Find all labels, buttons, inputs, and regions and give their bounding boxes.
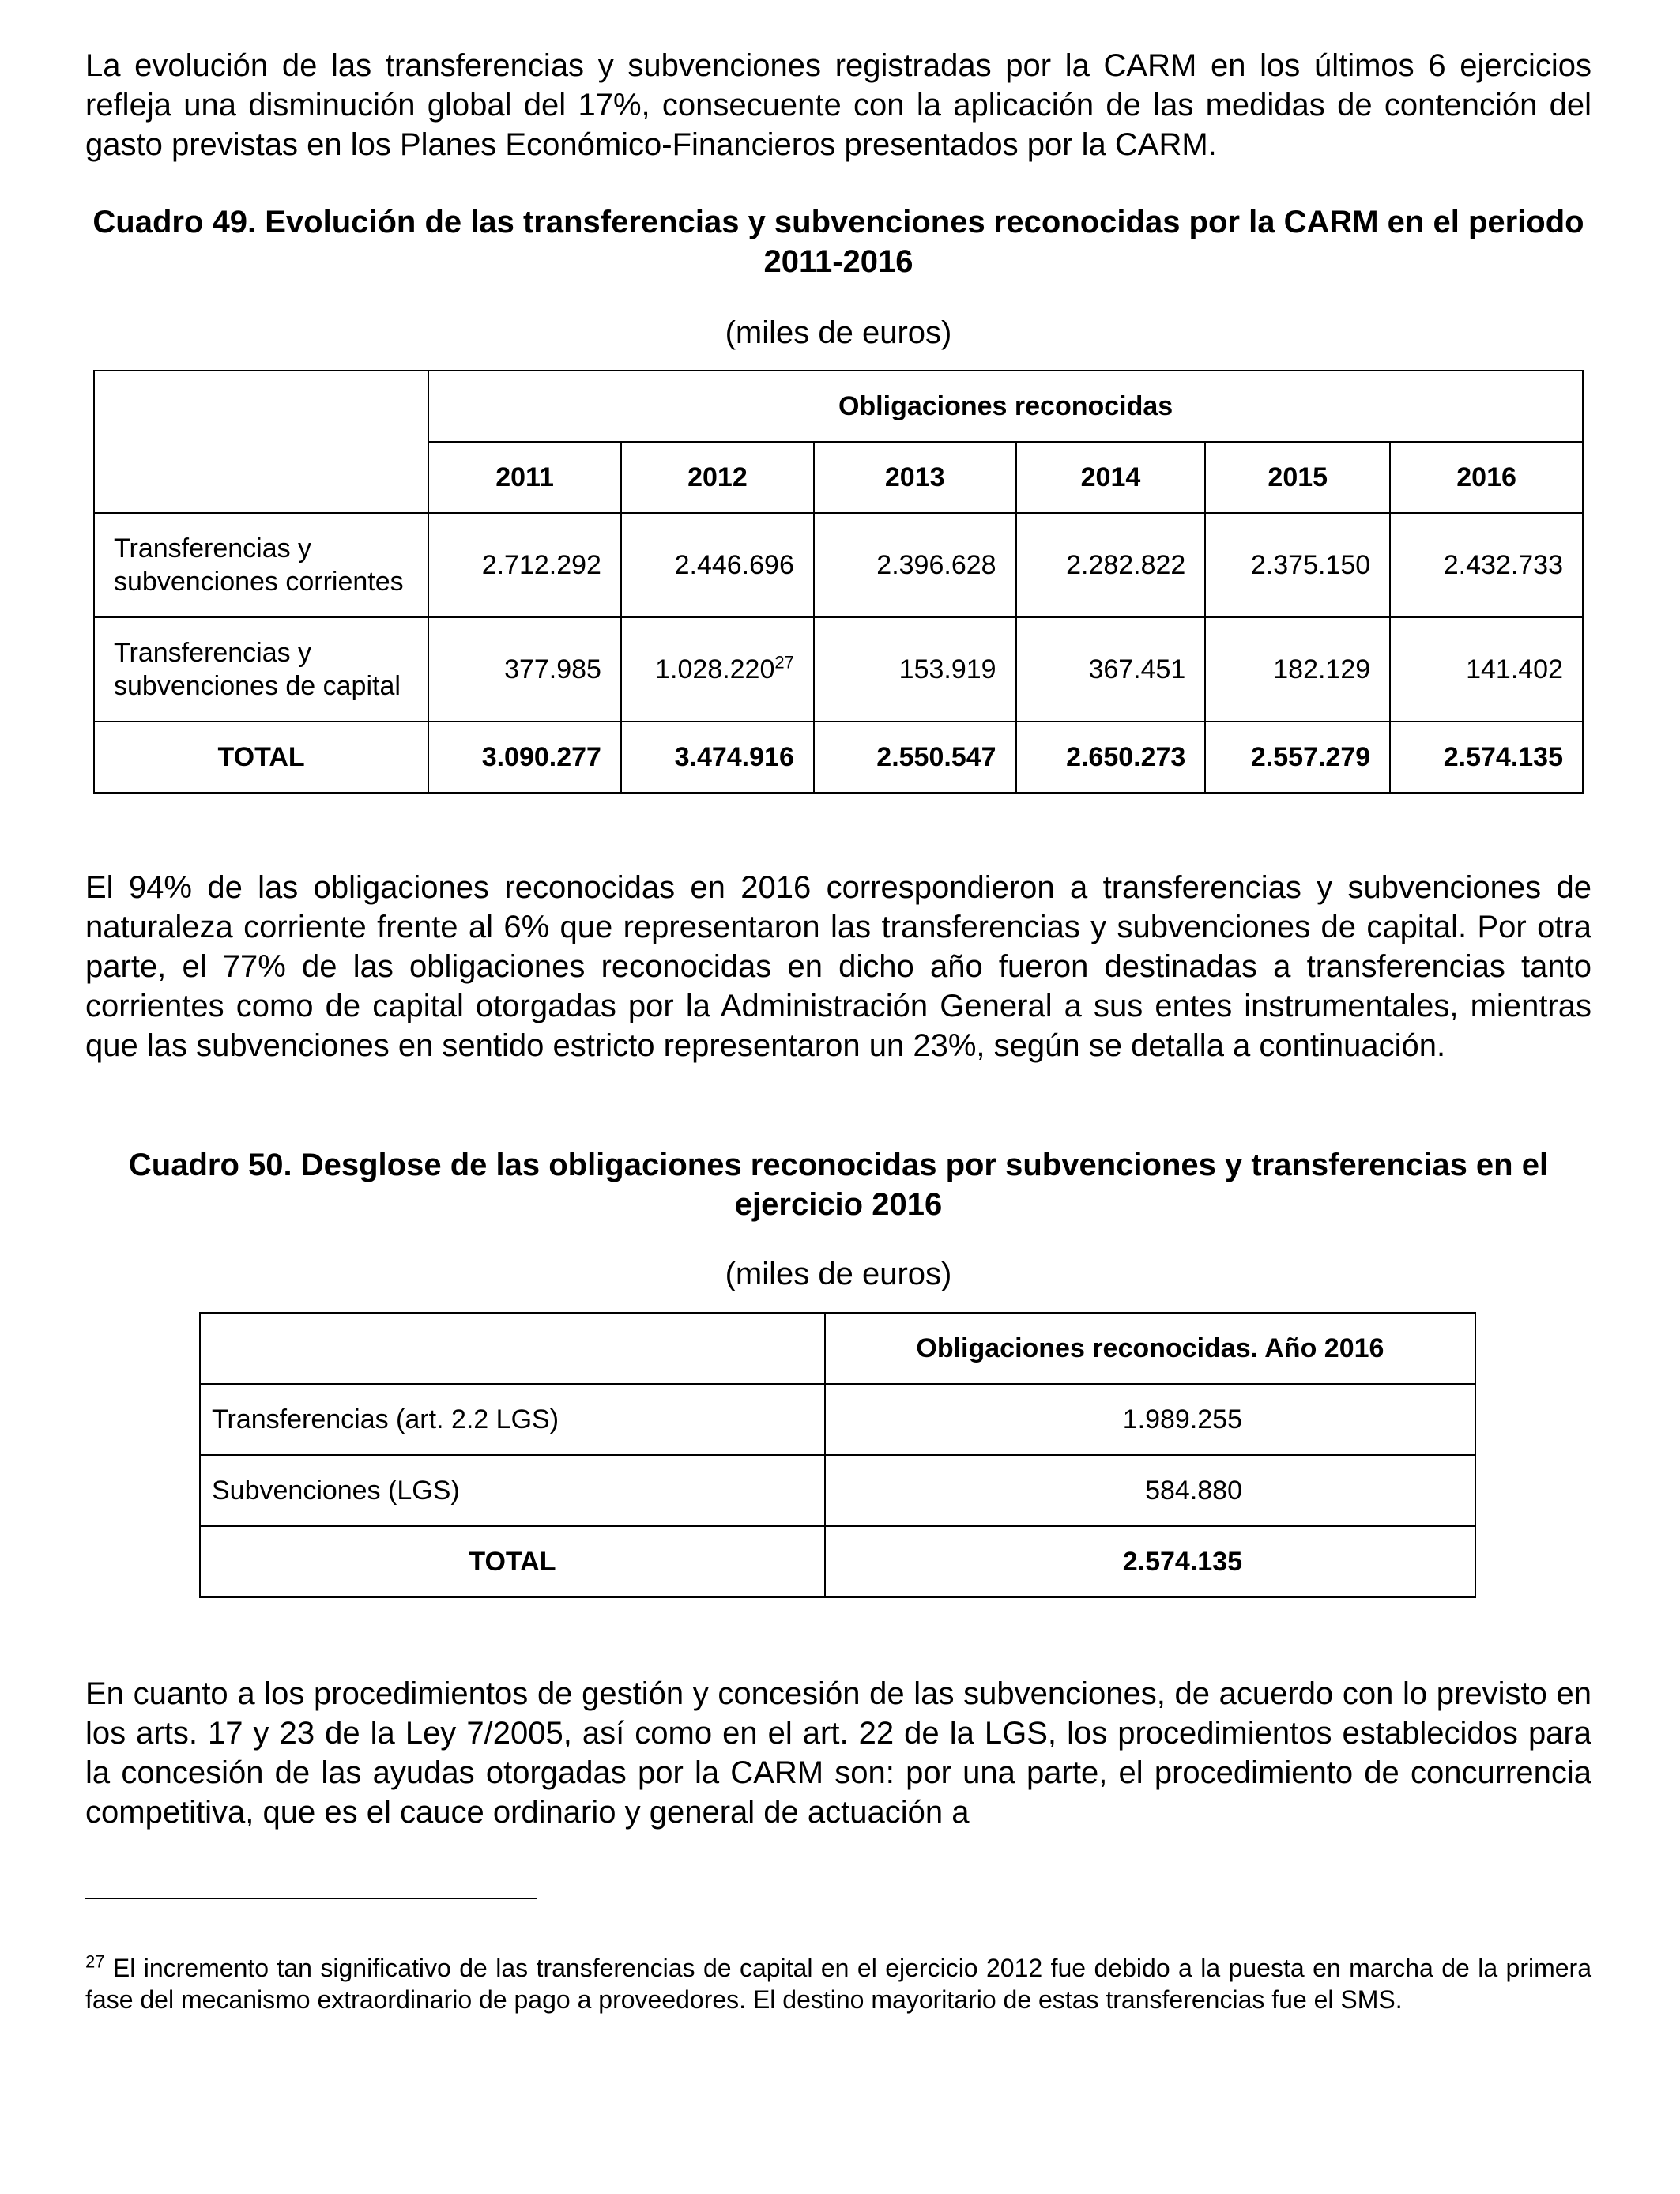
footnote-ref[interactable]: 27 bbox=[774, 652, 794, 673]
table-cell: 584.880 bbox=[825, 1455, 1475, 1526]
table-cell: 141.402 bbox=[1390, 617, 1583, 722]
year-header: 2015 bbox=[1205, 442, 1390, 513]
table-cell: 377.985 bbox=[428, 617, 621, 722]
row-label: TOTAL bbox=[200, 1526, 825, 1597]
year-header: 2011 bbox=[428, 442, 621, 513]
table49-units: (miles de euros) bbox=[725, 315, 952, 350]
table-cell: 1.989.255 bbox=[825, 1384, 1475, 1455]
row-label: Subvenciones (LGS) bbox=[200, 1455, 825, 1526]
year-header: 2013 bbox=[814, 442, 1016, 513]
table-cell: 2.574.135 bbox=[1390, 722, 1583, 793]
table49-corner-cell bbox=[94, 371, 428, 513]
table-total-row bbox=[200, 1526, 1475, 1597]
table-cell: 153.919 bbox=[814, 617, 1016, 722]
table50-header: Obligaciones reconocidas. Año 2016 bbox=[825, 1313, 1475, 1384]
table49-caption: Cuadro 49. Evolución de las transferencias y subvenciones reconocidas por la CARM en el periodo 2011-2016 bbox=[92, 205, 1584, 279]
cell-value: 1.028.220 bbox=[655, 654, 775, 684]
table-cell: 2.375.150 bbox=[1205, 513, 1390, 617]
table-cell: 2.557.279 bbox=[1205, 722, 1390, 793]
table-cell: 2.432.733 bbox=[1390, 513, 1583, 617]
table-row bbox=[94, 513, 1583, 617]
footnote-number: 27 bbox=[85, 1951, 105, 1972]
table-cell: 367.451 bbox=[1016, 617, 1206, 722]
row-label: Transferencias y subvenciones de capital bbox=[94, 617, 428, 722]
table50 bbox=[199, 1312, 1476, 1598]
table50-corner-cell bbox=[200, 1313, 825, 1384]
footnote bbox=[85, 1952, 1591, 2015]
intro-paragraph: La evolución de las transferencias y subvenciones registradas por la CARM en los últimos 6 ejercicios refleja una disminución global del 17%, consecuente con la aplicación de las medidas de contención del gasto previstas en los Planes Económico-Financieros presentados por la CARM. bbox=[85, 48, 1591, 162]
table50-caption: Cuadro 50. Desglose de las obligaciones reconocidas por subvenciones y transferencias en el ejercicio 2016 bbox=[128, 1148, 1549, 1222]
table-cell: 2.446.696 bbox=[621, 513, 814, 617]
table-cell bbox=[621, 617, 814, 722]
table-row bbox=[94, 617, 1583, 722]
table-total-row bbox=[94, 722, 1583, 793]
final-paragraph: En cuanto a los procedimientos de gestión y concesión de las subvenciones, de acuerdo con lo previsto en los arts. 17 y 23 de la Ley 7/2005, así como en el art. 22 de la LGS, los procedimientos establecidos para la concesión de las ayudas otorgadas por la CARM son: por una parte, el procedimiento de concurrencia competitiva, que es el cauce ordinario y general de actuación a bbox=[85, 1676, 1591, 1830]
table-cell: 2.550.547 bbox=[814, 722, 1016, 793]
footnote-text: El incremento tan significativo de las transferencias de capital en el ejercicio 2012 fue debido a la puesta en marcha de la primera fase del mecanismo extraordinario de pago a proveedores. El destino mayoritario de estas transferencias fue el SMS. bbox=[85, 1954, 1592, 2014]
footnote-divider bbox=[85, 1898, 537, 1899]
table-cell: 2.574.135 bbox=[825, 1526, 1475, 1597]
table-cell: 2.712.292 bbox=[428, 513, 621, 617]
table49 bbox=[93, 370, 1584, 794]
row-label: Transferencias (art. 2.2 LGS) bbox=[200, 1384, 825, 1455]
middle-paragraph: El 94% de las obligaciones reconocidas en 2016 correspondieron a transferencias y subvenciones de naturaleza corriente frente al 6% que representaron las transferencias y subvenciones de capital. Por otra parte, el 77% de las obligaciones reconocidas en dicho año fueron destinadas a transferencias tanto corrientes como de capital otorgadas por la Administración General a sus entes instrumentales, mientras que las subvenciones en sentido estricto representaron un 23%, según se detalla a continuación. bbox=[85, 870, 1591, 1063]
table49-group-header: Obligaciones reconocidas bbox=[428, 371, 1583, 442]
table-row bbox=[200, 1384, 1475, 1455]
table50-units: (miles de euros) bbox=[725, 1257, 952, 1291]
table-cell: 3.474.916 bbox=[621, 722, 814, 793]
table-cell: 182.129 bbox=[1205, 617, 1390, 722]
table-cell: 2.282.822 bbox=[1016, 513, 1206, 617]
year-header: 2014 bbox=[1016, 442, 1206, 513]
year-header: 2012 bbox=[621, 442, 814, 513]
table-cell: 2.650.273 bbox=[1016, 722, 1206, 793]
row-label: TOTAL bbox=[94, 722, 428, 793]
row-label: Transferencias y subvenciones corrientes bbox=[94, 513, 428, 617]
table-row bbox=[200, 1455, 1475, 1526]
table-cell: 2.396.628 bbox=[814, 513, 1016, 617]
table-cell: 3.090.277 bbox=[428, 722, 621, 793]
year-header: 2016 bbox=[1390, 442, 1583, 513]
